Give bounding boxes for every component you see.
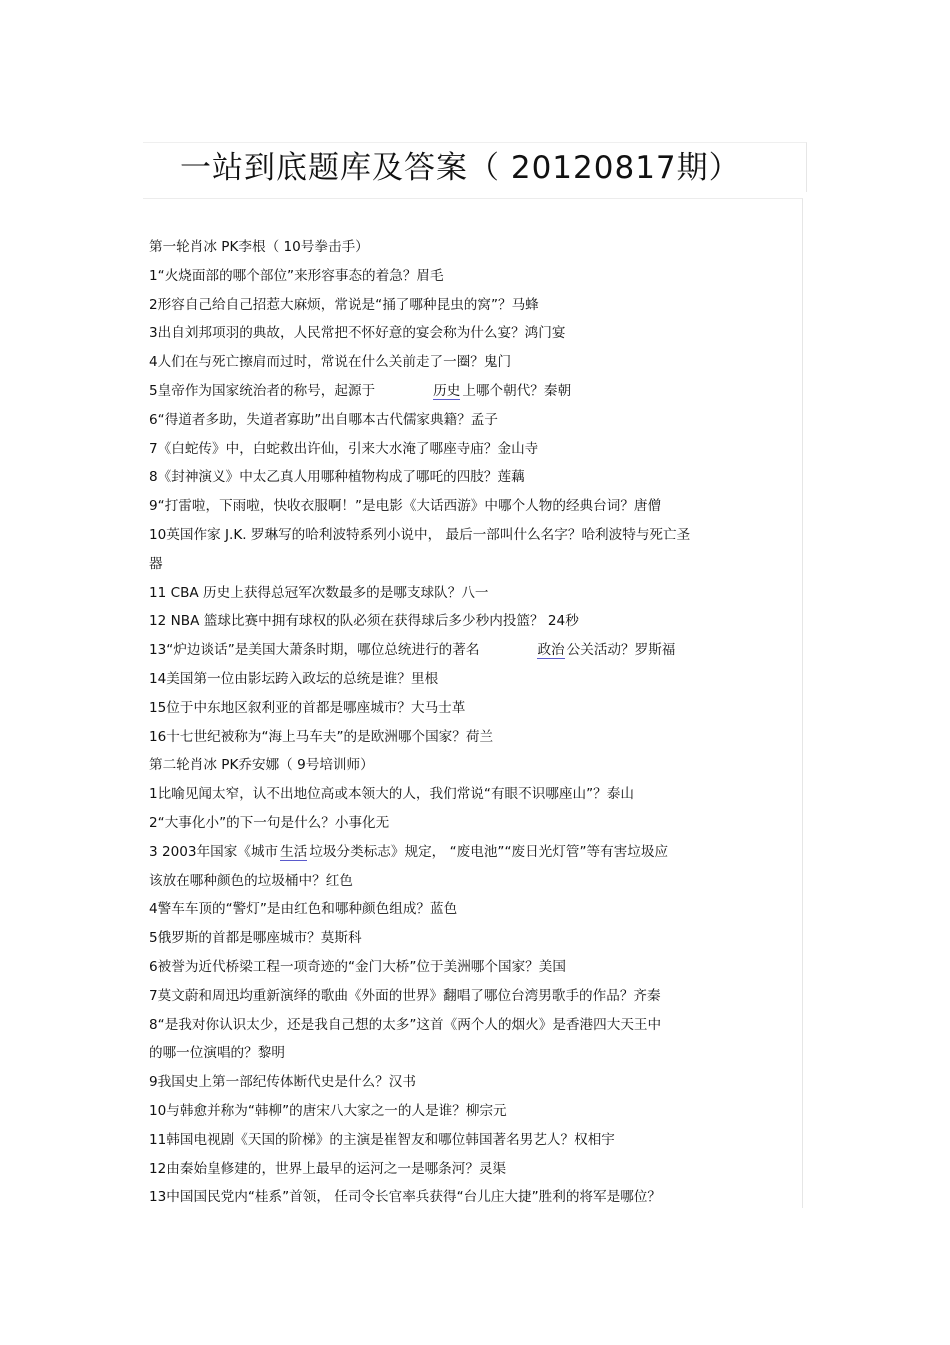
question-line: 15位于中东地区叙利亚的首都是哪座城市？大马士革 <box>149 699 466 716</box>
page-title: 一站到底题库及答案（ 20120817期） <box>180 150 741 186</box>
question-line: 16十七世纪被称为“海上马车夫”的是欧洲哪个国家？荷兰 <box>149 728 494 745</box>
question-text: 13“炉边谈话”是美国大萧条时期，哪位总统进行的著名 <box>149 642 480 659</box>
question-line: 6“得道者多助，失道者寡助”出自哪本古代儒家典籍？孟子 <box>149 411 498 428</box>
question-line: 第一轮肖冰 PK李根（ 10号拳击手） <box>149 239 369 255</box>
question-text: 上哪个朝代？秦朝 <box>462 382 572 399</box>
question-line: 3出自刘邦项羽的典故，人民常把不怀好意的宴会称为什么宴？鸿门宴 <box>149 325 566 342</box>
question-text: 公关活动？罗斯福 <box>566 642 676 659</box>
question-line: 第二轮肖冰 PK乔安娜（ 9号培训师） <box>149 757 374 774</box>
question-line: 5俄罗斯的首都是哪座城市？莫斯科 <box>149 930 362 947</box>
question-line <box>149 838 789 867</box>
question-line: 器 <box>149 555 163 572</box>
question-line: 11韩国电视剧《天国的阶梯》的主演是崔智友和哪位韩国著名男艺人？权相宇 <box>149 1131 615 1148</box>
question-line: 10英国作家 J.K. 罗琳写的哈利波特系列小说中， 最后一部叫什么名字？哈利波特与死亡圣 <box>149 526 691 543</box>
keyword-link[interactable]: 历史 <box>433 382 461 399</box>
question-line: 10与韩愈并称为“韩柳”的唐宋八大家之一的人是谁？柳宗元 <box>149 1102 507 1119</box>
question-line: 1比喻见闻太窄，认不出地位高或本领大的人，我们常说“有眼不识哪座山”？泰山 <box>149 786 634 803</box>
question-line: 2形容自己给自己招惹大麻烦，常说是“捅了哪种昆虫的窝”？马蜂 <box>149 296 539 313</box>
question-line: 9“打雷啦，下雨啦，快收衣服啊！”是电影《大话西游》中哪个人物的经典台词？唐僧 <box>149 498 662 515</box>
keyword-link[interactable]: 生活 <box>280 843 308 860</box>
question-line: 8《封神演义》中太乙真人用哪种植物构成了哪吒的四肢？莲藕 <box>149 469 525 486</box>
question-text: 垃圾分类标志》规定， “废电池”“废日光灯管”等有害垃圾应 <box>309 843 669 860</box>
question-line: 7莫文蔚和周迅均重新演绎的歌曲《外面的世界》翻唱了哪位台湾男歌手的作品？齐秦 <box>149 987 661 1004</box>
question-line: 的哪一位演唱的？黎明 <box>149 1045 285 1062</box>
question-line: 4警车车顶的“警灯”是由红色和哪种颜色组成？蓝色 <box>149 901 458 918</box>
question-text: 5皇帝作为国家统治者的称号，起源于 <box>149 382 376 399</box>
question-line <box>149 636 789 665</box>
question-line: 6被誉为近代桥梁工程一项奇迹的“金门大桥”位于美洲哪个国家？美国 <box>149 958 566 975</box>
question-line: 14美国第一位由影坛跨入政坛的总统是谁？里根 <box>149 670 439 687</box>
question-line: 12 NBA 篮球比赛中拥有球权的队必须在获得球后多少秒内投篮？ 24秒 <box>149 613 579 630</box>
question-line: 2“大事化小”的下一句是什么？小事化无 <box>149 814 390 831</box>
question-line <box>149 377 789 406</box>
question-text: 3 2003年国家《城市 <box>149 843 279 860</box>
question-line: 1“火烧面部的哪个部位”来形容事态的着急？眉毛 <box>149 267 444 284</box>
question-line: 12由秦始皇修建的，世界上最早的运河之一是哪条河？灵渠 <box>149 1160 507 1177</box>
keyword-link[interactable]: 政治 <box>537 642 565 659</box>
question-list <box>149 233 789 1212</box>
question-line: 该放在哪种颜色的垃圾桶中？红色 <box>149 872 353 889</box>
question-line: 9我国史上第一部纪传体断代史是什么？汉书 <box>149 1074 416 1091</box>
question-line: 11 CBA 历史上获得总冠军次数最多的是哪支球队？八一 <box>149 584 489 601</box>
question-line: 7《白蛇传》中，白蛇救出许仙，引来大水淹了哪座寺庙？金山寺 <box>149 440 539 457</box>
question-line: 8“是我对你认识太少，还是我自己想的太多”这首《两个人的烟火》是香港四大天王中 <box>149 1016 662 1033</box>
question-line: 4人们在与死亡擦肩而过时，常说在什么关前走了一圈？鬼门 <box>149 354 512 371</box>
question-line: 13中国国民党内“桂系”首领， 任司令长官率兵获得“台儿庄大捷”胜利的将军是哪位？ <box>149 1189 661 1206</box>
